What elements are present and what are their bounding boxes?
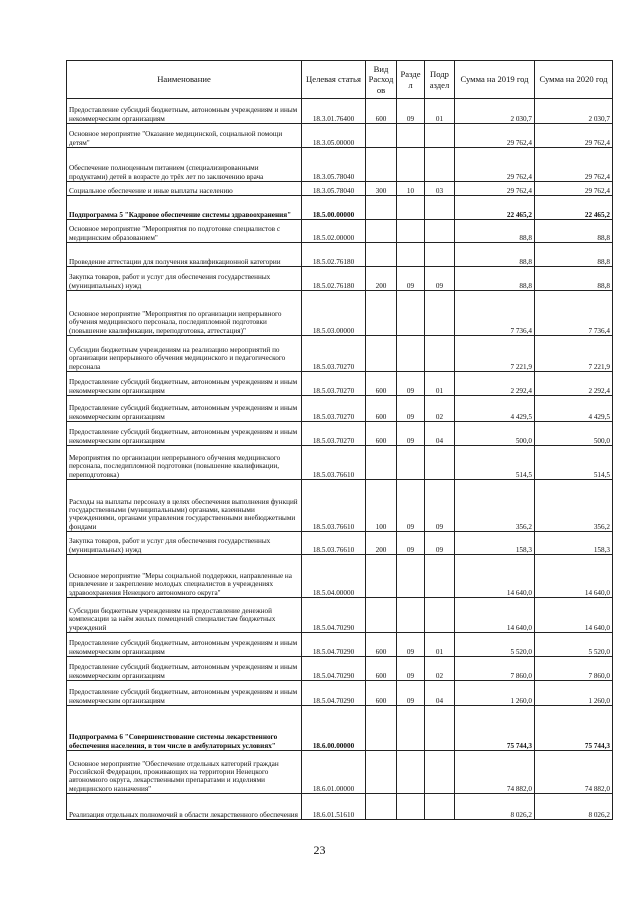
row-sum-2019: 5 520,0 (455, 633, 535, 657)
row-section (397, 196, 425, 220)
row-name: Подпрограмма 6 "Совершенствование системы лекарственного обеспечения населения, в том числе в амбулаторных условиях" (67, 706, 302, 751)
row-expense-type (366, 794, 397, 820)
row-target-code: 18.6.00.00000 (302, 706, 366, 751)
row-name: Предоставление субсидий бюджетным, автономным учреждениям и иным некоммерческим организациям (67, 422, 302, 446)
row-expense-type (366, 446, 397, 480)
row-name: Расходы на выплаты персоналу в целях обеспечения выполнения функций государственными (муниципальными) органами, казенными учреждениями, органами управления государственными внебюджетными фондами (67, 480, 302, 532)
row-expense-type: 600 (366, 422, 397, 446)
row-subsection (425, 706, 455, 751)
row-name: Основное мероприятие "Обеспечение отдельных категорий граждан Российской Федерации, проживающих на территории Ненецкого автономного округа, лекарственными препаратами и изделиями медицинского назначения" (67, 751, 302, 794)
row-sum-2019: 75 744,3 (455, 706, 535, 751)
row-subsection: 01 (425, 99, 455, 124)
row-section: 09 (397, 372, 425, 396)
row-sum-2019: 88,8 (455, 267, 535, 291)
row-subsection: 03 (425, 182, 455, 196)
row-expense-type: 100 (366, 480, 397, 532)
row-section (397, 598, 425, 633)
row-subsection: 02 (425, 396, 455, 422)
row-subsection (425, 751, 455, 794)
row-target-code: 18.5.00.00000 (302, 196, 366, 220)
row-section (397, 148, 425, 182)
table-row (67, 396, 613, 422)
table-row (67, 124, 613, 148)
row-subsection: 09 (425, 532, 455, 555)
row-target-code: 18.5.02.00000 (302, 220, 366, 243)
row-expense-type (366, 598, 397, 633)
row-subsection (425, 148, 455, 182)
table-row (67, 446, 613, 480)
row-sum-2020: 29 762,4 (535, 182, 613, 196)
header-subsection: Подр аздел (425, 61, 455, 99)
row-expense-type: 200 (366, 267, 397, 291)
header-sum-2019: Сумма на 2019 год (455, 61, 535, 99)
table-row (67, 196, 613, 220)
row-sum-2019: 7 736,4 (455, 291, 535, 336)
row-expense-type: 600 (366, 681, 397, 706)
table-row (67, 148, 613, 182)
header-sum-2020: Сумма на 2020 год (535, 61, 613, 99)
row-target-code: 18.5.04.70290 (302, 633, 366, 657)
row-section: 09 (397, 267, 425, 291)
row-target-code: 18.6.01.51610 (302, 794, 366, 820)
row-section: 09 (397, 633, 425, 657)
row-subsection (425, 124, 455, 148)
row-name: Предоставление субсидий бюджетным, автономным учреждениям и иным некоммерческим организациям (67, 657, 302, 681)
table-row (67, 706, 613, 751)
table-row (67, 372, 613, 396)
row-target-code: 18.5.03.00000 (302, 291, 366, 336)
row-expense-type (366, 751, 397, 794)
row-sum-2019: 2 292,4 (455, 372, 535, 396)
row-section (397, 706, 425, 751)
row-sum-2019: 8 026,2 (455, 794, 535, 820)
row-name: Мероприятия по организации непрерывного обучения медицинского персонала, последипломной подготовки (повышение квалификации, переподготовка) (67, 446, 302, 480)
row-target-code: 18.3.05.78040 (302, 148, 366, 182)
row-subsection (425, 794, 455, 820)
row-section (397, 751, 425, 794)
row-section (397, 446, 425, 480)
row-sum-2020: 7 221,9 (535, 336, 613, 372)
row-expense-type (366, 706, 397, 751)
row-section (397, 220, 425, 243)
row-target-code: 18.3.01.76400 (302, 99, 366, 124)
row-expense-type (366, 555, 397, 598)
header-target: Целевая статья (302, 61, 366, 99)
table-row (67, 243, 613, 267)
row-sum-2020: 356,2 (535, 480, 613, 532)
row-section (397, 243, 425, 267)
row-section: 09 (397, 681, 425, 706)
table-row (67, 336, 613, 372)
row-name: Субсидии бюджетным учреждениям на предоставление денежной компенсации за наём жилых помещений специалистам бюджетных учреждений (67, 598, 302, 633)
row-sum-2019: 7 860,0 (455, 657, 535, 681)
row-target-code: 18.6.01.00000 (302, 751, 366, 794)
table-row (67, 99, 613, 124)
row-target-code: 18.5.03.70270 (302, 336, 366, 372)
row-sum-2019: 500,0 (455, 422, 535, 446)
table-row (67, 220, 613, 243)
row-sum-2019: 74 882,0 (455, 751, 535, 794)
row-sum-2019: 88,8 (455, 220, 535, 243)
row-target-code: 18.5.03.76610 (302, 480, 366, 532)
row-target-code: 18.5.04.70290 (302, 681, 366, 706)
row-name: Предоставление субсидий бюджетным, автономным учреждениям и иным некоммерческим организациям (67, 99, 302, 124)
table-row (67, 794, 613, 820)
row-sum-2020: 158,3 (535, 532, 613, 555)
row-subsection (425, 555, 455, 598)
row-section: 09 (397, 422, 425, 446)
table-body (67, 99, 613, 820)
row-subsection (425, 598, 455, 633)
row-name: Подпрограмма 5 "Кадровое обеспечение системы здравоохранения" (67, 196, 302, 220)
row-sum-2020: 88,8 (535, 220, 613, 243)
row-sum-2020: 29 762,4 (535, 148, 613, 182)
row-subsection: 09 (425, 267, 455, 291)
row-sum-2020: 4 429,5 (535, 396, 613, 422)
row-section (397, 555, 425, 598)
row-sum-2020: 7 736,4 (535, 291, 613, 336)
row-sum-2020: 514,5 (535, 446, 613, 480)
row-sum-2020: 7 860,0 (535, 657, 613, 681)
row-subsection (425, 220, 455, 243)
row-target-code: 18.5.04.70290 (302, 657, 366, 681)
row-subsection: 01 (425, 372, 455, 396)
row-name: Основное мероприятие "Меры социальной поддержки, направленные на привлечение и закрепление молодых специалистов в учреждениях здравоохранения Ненецкого автономного округа" (67, 555, 302, 598)
header-exp-type: Вид Расход ов (366, 61, 397, 99)
row-expense-type: 200 (366, 532, 397, 555)
row-target-code: 18.5.03.76610 (302, 446, 366, 480)
table-row (67, 267, 613, 291)
row-sum-2019: 356,2 (455, 480, 535, 532)
row-expense-type (366, 336, 397, 372)
row-target-code: 18.5.03.70270 (302, 422, 366, 446)
row-sum-2019: 14 640,0 (455, 555, 535, 598)
row-sum-2020: 5 520,0 (535, 633, 613, 657)
row-sum-2020: 8 026,2 (535, 794, 613, 820)
row-section (397, 124, 425, 148)
row-name: Предоставление субсидий бюджетным, автономным учреждениям и иным некоммерческим организациям (67, 372, 302, 396)
row-expense-type (366, 291, 397, 336)
row-sum-2019: 88,8 (455, 243, 535, 267)
table-row (67, 555, 613, 598)
budget-table-sheet (66, 60, 612, 820)
table-row (67, 422, 613, 446)
row-sum-2019: 158,3 (455, 532, 535, 555)
row-name: Основное мероприятие "Мероприятия по подготовке специалистов с медицинским образованием" (67, 220, 302, 243)
row-subsection: 01 (425, 633, 455, 657)
row-section: 09 (397, 657, 425, 681)
row-sum-2020: 14 640,0 (535, 555, 613, 598)
row-section: 09 (397, 532, 425, 555)
row-target-code: 18.5.04.70290 (302, 598, 366, 633)
row-name: Закупка товаров, работ и услуг для обеспечения государственных (муниципальных) нужд (67, 267, 302, 291)
row-sum-2020: 2 292,4 (535, 372, 613, 396)
row-name: Субсидии бюджетным учреждениям на реализацию мероприятий по организации непрерывного обучения медицинского и педагогического персонала (67, 336, 302, 372)
row-section: 10 (397, 182, 425, 196)
row-name: Предоставление субсидий бюджетным, автономным учреждениям и иным некоммерческим организациям (67, 681, 302, 706)
budget-table (66, 60, 613, 820)
table-row (67, 657, 613, 681)
row-target-code: 18.5.04.00000 (302, 555, 366, 598)
row-name: Закупка товаров, работ и услуг для обеспечения государственных (муниципальных) нужд (67, 532, 302, 555)
row-target-code: 18.5.02.76180 (302, 243, 366, 267)
row-expense-type: 600 (366, 372, 397, 396)
row-sum-2019: 14 640,0 (455, 598, 535, 633)
row-subsection (425, 291, 455, 336)
row-section: 09 (397, 99, 425, 124)
page-number: 23 (313, 843, 326, 857)
row-section: 09 (397, 480, 425, 532)
row-section (397, 336, 425, 372)
row-sum-2019: 2 030,7 (455, 99, 535, 124)
row-name: Проведение аттестации для получения квалификационной категории (67, 243, 302, 267)
row-name: Обеспечение полноценным питанием (специализированными продуктами) детей в возрасте до трёх лет по заключению врача (67, 148, 302, 182)
row-name: Основное мероприятие "Оказание медицинской, социальной помощи детям" (67, 124, 302, 148)
row-sum-2020: 75 744,3 (535, 706, 613, 751)
table-row (67, 182, 613, 196)
row-section (397, 794, 425, 820)
row-name: Реализация отдельных полномочий в области лекарственного обеспечения (67, 794, 302, 820)
row-sum-2020: 22 465,2 (535, 196, 613, 220)
header-section: Разде л (397, 61, 425, 99)
row-subsection (425, 336, 455, 372)
table-row (67, 532, 613, 555)
table-row (67, 480, 613, 532)
table-row (67, 633, 613, 657)
row-expense-type (366, 196, 397, 220)
row-target-code: 18.3.05.78040 (302, 182, 366, 196)
table-row (67, 681, 613, 706)
row-expense-type (366, 124, 397, 148)
row-sum-2020: 2 030,7 (535, 99, 613, 124)
row-expense-type: 600 (366, 657, 397, 681)
row-name: Основное мероприятие "Мероприятия по организации непрерывного обучения медицинского персонала, последипломной подготовки (повышение квалификации, переподготовка, аттестация)" (67, 291, 302, 336)
row-target-code: 18.5.03.70270 (302, 372, 366, 396)
row-sum-2019: 4 429,5 (455, 396, 535, 422)
row-sum-2019: 29 762,4 (455, 148, 535, 182)
row-expense-type: 600 (366, 99, 397, 124)
row-sum-2020: 14 640,0 (535, 598, 613, 633)
table-header-row (67, 61, 613, 99)
row-expense-type: 600 (366, 396, 397, 422)
row-section (397, 291, 425, 336)
row-subsection: 04 (425, 422, 455, 446)
row-subsection (425, 243, 455, 267)
row-expense-type: 300 (366, 182, 397, 196)
header-name: Наименование (67, 61, 302, 99)
row-target-code: 18.3.05.00000 (302, 124, 366, 148)
row-section: 09 (397, 396, 425, 422)
row-expense-type (366, 243, 397, 267)
table-row (67, 291, 613, 336)
row-sum-2019: 29 762,4 (455, 182, 535, 196)
row-expense-type (366, 148, 397, 182)
row-sum-2019: 1 260,0 (455, 681, 535, 706)
row-subsection: 04 (425, 681, 455, 706)
row-sum-2020: 88,8 (535, 243, 613, 267)
table-row (67, 751, 613, 794)
row-sum-2019: 7 221,9 (455, 336, 535, 372)
row-subsection (425, 196, 455, 220)
row-sum-2020: 74 882,0 (535, 751, 613, 794)
row-name: Предоставление субсидий бюджетным, автономным учреждениям и иным некоммерческим организациям (67, 633, 302, 657)
table-row (67, 598, 613, 633)
row-subsection: 09 (425, 480, 455, 532)
row-name: Социальное обеспечение и иные выплаты населению (67, 182, 302, 196)
row-sum-2019: 29 762,4 (455, 124, 535, 148)
row-sum-2019: 22 465,2 (455, 196, 535, 220)
row-sum-2020: 29 762,4 (535, 124, 613, 148)
row-expense-type (366, 220, 397, 243)
row-subsection (425, 446, 455, 480)
row-target-code: 18.5.02.76180 (302, 267, 366, 291)
row-expense-type: 600 (366, 633, 397, 657)
row-target-code: 18.5.03.76610 (302, 532, 366, 555)
row-sum-2019: 514,5 (455, 446, 535, 480)
row-name: Предоставление субсидий бюджетным, автономным учреждениям и иным некоммерческим организациям (67, 396, 302, 422)
row-sum-2020: 88,8 (535, 267, 613, 291)
row-target-code: 18.5.03.70270 (302, 396, 366, 422)
row-subsection: 02 (425, 657, 455, 681)
row-sum-2020: 500,0 (535, 422, 613, 446)
row-sum-2020: 1 260,0 (535, 681, 613, 706)
